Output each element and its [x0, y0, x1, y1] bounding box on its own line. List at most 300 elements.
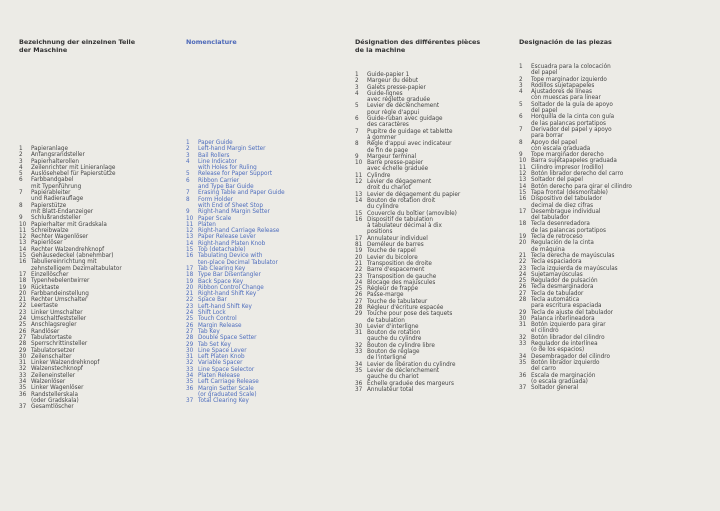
item-number: 18: [519, 221, 527, 228]
item-label: à tabulateur décimal à dix: [367, 223, 442, 230]
item-label: Top (detachable): [198, 247, 246, 254]
item-label: Left-hand Margin Setter: [198, 146, 266, 153]
item-number: 34: [355, 361, 363, 368]
item-label: Cilindro impresor (rodillo): [531, 164, 604, 171]
item-label: Tecla de tabulador: [531, 290, 584, 297]
item-number: 33: [519, 341, 527, 348]
item-label: Total Clearing Key: [198, 398, 249, 405]
item-label: Paper Guide: [198, 140, 233, 146]
item-number: 21: [355, 260, 363, 267]
item-number: 27: [355, 298, 363, 305]
item-number: 25: [186, 316, 194, 323]
item-number: 27: [19, 334, 27, 341]
item-number: 81: [355, 242, 363, 249]
item-number: 19: [355, 248, 363, 255]
item-label: Derivador del papel y apoyo: [531, 126, 612, 133]
item-label: Rechter Walzendrehknopf: [31, 246, 105, 253]
item-label: Typenhebelentwirrer: [31, 278, 90, 285]
item-label: Touche pour pose des taquets: [367, 311, 453, 318]
item-number: 5: [355, 103, 359, 110]
english-heading: Nomenclature: [186, 38, 237, 46]
item-number: 27: [186, 328, 194, 335]
item-number: 36: [355, 380, 363, 387]
item-number: 23: [519, 265, 527, 272]
item-label: del papel: [531, 70, 558, 77]
item-label: Tecla derecha de mayúsculas: [531, 252, 615, 259]
item-number: 18: [186, 272, 194, 279]
list-item: [19, 404, 122, 410]
item-number: 30: [355, 323, 363, 330]
item-label: Type Bar Disentangler: [198, 272, 261, 279]
item-number: 9: [19, 215, 23, 222]
item-label: Rechter Wagenlöser: [31, 234, 89, 241]
item-number: 25: [519, 278, 527, 285]
item-label: avec échelle graduée: [367, 166, 429, 173]
item-label: Escala de marginación: [531, 372, 596, 379]
item-label: Régleur d'écriture espacée: [367, 304, 444, 311]
item-number: 16: [186, 253, 194, 260]
item-label: Dispositivo del tabulador: [531, 196, 602, 203]
item-number: 9: [186, 209, 190, 216]
item-label: Guide-ruban avec guidage: [367, 116, 443, 123]
item-label: Escuadra para la colocación: [531, 64, 611, 70]
item-number: 32: [186, 360, 194, 367]
item-label: de máquina: [531, 246, 565, 253]
item-label: positions: [367, 229, 393, 236]
item-number: 15: [519, 189, 527, 196]
item-number: 23: [19, 309, 27, 316]
item-label: mit Typenführung: [31, 183, 82, 190]
item-number: 34: [519, 353, 527, 360]
item-label: Margin Setter Scale: [198, 385, 254, 392]
item-number: 29: [186, 341, 194, 348]
item-number: 9: [519, 152, 523, 159]
item-label: Tapa frontal (desmontable): [531, 189, 608, 196]
item-label: Space Bar: [198, 297, 227, 304]
item-number: 35: [186, 379, 194, 386]
item-number: 1: [355, 72, 359, 78]
item-number: 29: [519, 309, 527, 316]
item-label: Farbbandgabel: [31, 177, 74, 184]
spanish-heading: Designación de las piezas: [519, 38, 612, 46]
item-number: 36: [19, 391, 27, 398]
item-label: Papierhalterollen: [31, 158, 79, 165]
item-label: droit du chariot: [367, 185, 411, 192]
item-number: 33: [355, 349, 363, 356]
item-label: Walzenstechknopf: [31, 366, 83, 373]
item-label: Right-hand Shift Key: [198, 291, 257, 298]
item-label: Left Platen Knob: [198, 354, 245, 361]
item-label: de las palancas portatipos: [531, 227, 606, 234]
item-label: Touche de rappel: [367, 248, 416, 255]
item-label: Paper Scale: [198, 215, 232, 222]
item-number: 4: [186, 158, 190, 165]
item-label: Levier de libération du cylindre: [367, 361, 456, 368]
item-number: 19: [186, 278, 194, 285]
item-number: 26: [186, 322, 194, 329]
english-column: [186, 38, 344, 405]
item-label: Rücktaste: [31, 284, 60, 291]
item-number: 7: [19, 190, 23, 197]
item-label: Bail Rollers: [198, 152, 230, 159]
item-label: (or graduated Scale): [198, 391, 257, 398]
item-number: 12: [355, 179, 363, 186]
item-number: 26: [519, 284, 527, 291]
item-label: Botón librador derecho del carro: [531, 171, 624, 178]
item-label: el cilindro: [531, 328, 559, 335]
item-label: Leertaste: [31, 303, 58, 310]
item-label: Barre presse-papier: [367, 160, 424, 167]
item-number: 20: [355, 254, 363, 261]
spanish-column: [519, 38, 694, 392]
item-number: 3: [19, 158, 23, 165]
item-label: Guide-lignes: [367, 90, 403, 97]
item-number: 37: [19, 404, 27, 411]
item-number: 23: [355, 273, 363, 280]
item-label: Transposition de droite: [367, 260, 432, 267]
item-number: 1: [519, 64, 523, 70]
item-number: 10: [19, 221, 27, 228]
item-number: 13: [19, 240, 27, 247]
item-label: Tecla izquierda de mayúsculas: [531, 265, 618, 272]
item-label: Line Space Lever: [198, 347, 247, 354]
spanish-parts-list: [519, 64, 632, 391]
item-label: Auslösehebel für Papierstütze: [31, 171, 116, 178]
item-number: 29: [19, 347, 27, 354]
item-label: Tabuliereinrichtung mit: [31, 259, 97, 266]
item-number: 31: [519, 322, 527, 329]
english-parts-list: [186, 140, 285, 404]
item-label: (oder Gradskala): [31, 397, 79, 404]
item-label: Bouton de réglage: [367, 349, 420, 356]
item-label: Tecla automática: [531, 296, 580, 303]
item-number: 37: [186, 398, 194, 405]
item-label: Guide-papier 1: [367, 72, 410, 78]
item-label: Botón izquierdo para girar: [531, 322, 606, 329]
item-number: 10: [355, 160, 363, 167]
item-number: 19: [19, 284, 27, 291]
item-number: 35: [519, 359, 527, 366]
item-number: 1: [186, 140, 190, 146]
item-number: 32: [355, 342, 363, 349]
item-number: 8: [186, 196, 190, 203]
item-label: Botón derecho para girar el cilindro: [531, 183, 632, 190]
item-label: Double Space Setter: [198, 335, 257, 342]
item-number: 25: [19, 322, 27, 329]
item-label: Tope marginador derecho: [531, 152, 604, 159]
item-label: ten-place Decimal Tabulator: [198, 259, 278, 266]
item-label: Soltador general: [531, 385, 579, 392]
item-label: Margeur terminal: [367, 153, 417, 160]
item-label: Rechter Umschalter: [31, 297, 88, 304]
item-label: Tab Key: [198, 328, 220, 335]
item-number: 37: [355, 386, 363, 393]
list-item: [519, 385, 632, 391]
item-number: 35: [355, 367, 363, 374]
item-number: 3: [186, 152, 190, 159]
item-label: para borrar: [531, 133, 564, 140]
item-number: 27: [519, 290, 527, 297]
item-label: Botón librador izquierdo: [531, 359, 600, 366]
item-label: Einzellöscher: [31, 271, 69, 278]
item-number: 26: [355, 292, 363, 299]
item-number: 2: [355, 78, 359, 85]
item-number: 14: [19, 246, 27, 253]
item-number: 19: [519, 234, 527, 241]
item-label: Right-hand Platen Knob: [198, 240, 266, 247]
item-label: Blocage des majuscules: [367, 279, 436, 286]
item-label: Levier d'interligne: [367, 323, 419, 330]
item-label: Horquilla de la cinta con guía: [531, 114, 615, 121]
item-label: Échelle graduée des margeurs: [367, 380, 454, 387]
french-heading: Désignation des différentes pièces de la machine: [355, 38, 481, 54]
item-label: Umschaltfeststeller: [31, 316, 87, 323]
item-label: con muescas para linear: [531, 95, 601, 102]
item-number: 24: [519, 271, 527, 278]
item-label: Form Holder: [198, 196, 233, 203]
item-label: Regulación de la cinta: [531, 240, 594, 247]
item-label: Linker Walzendrehknopf: [31, 360, 100, 367]
item-number: 18: [19, 278, 27, 285]
item-number: 17: [519, 208, 527, 215]
item-label: Tecla desmarginadora: [531, 284, 594, 291]
item-label: Barra sujetapapeles graduada: [531, 158, 617, 165]
item-label: avec réglette graduée: [367, 97, 431, 104]
item-label: Desembragador del cilindro: [531, 353, 610, 360]
item-label: para escritura espaciada: [531, 303, 602, 310]
item-label: Left-hand Shift Key: [198, 303, 252, 310]
item-number: 7: [186, 190, 190, 197]
item-label: Papierlöser: [31, 240, 63, 247]
german-column: [19, 38, 179, 411]
item-label: de l'interligne: [367, 355, 407, 362]
item-label: de fin de page: [367, 147, 409, 154]
item-number: 23: [186, 303, 194, 310]
item-label: Margeur du début: [367, 78, 419, 85]
item-label: Zeilenschalter: [31, 353, 72, 360]
item-number: 13: [186, 234, 194, 241]
item-label: Tabulatorsetzer: [31, 347, 75, 354]
item-label: Ribbon Control Change: [198, 284, 264, 291]
item-number: 14: [519, 183, 527, 190]
item-label: Soltador de la guía de apoyo: [531, 101, 613, 108]
item-label: Tabulating Device with: [198, 253, 263, 260]
french-column: [355, 38, 513, 393]
item-label: Randlöser: [31, 328, 60, 335]
item-number: 2: [519, 76, 523, 83]
item-number: 28: [355, 304, 363, 311]
item-label: Randstellerskala: [31, 391, 78, 398]
item-label: (o de los espacios): [531, 347, 585, 354]
item-label: Rodillos sujetapapeles: [531, 82, 595, 89]
german-heading: Bezeichnung der einzelnen Teile der Maschine: [19, 38, 136, 54]
item-number: 2: [19, 152, 23, 159]
item-number: 22: [519, 259, 527, 266]
item-label: Schreibwalze: [31, 227, 69, 234]
item-number: 25: [355, 286, 363, 293]
item-label: decimal de diez cifras: [531, 202, 594, 209]
item-label: Sperrschrittinsteller: [31, 341, 88, 348]
item-label: Zeileneinsteller: [31, 372, 76, 379]
item-label: Line Space Selector: [198, 366, 255, 373]
item-label: Couvercle du boîtier (amovible): [367, 210, 457, 217]
item-number: 31: [355, 330, 363, 337]
item-label: Linker Wagenlöser: [31, 385, 84, 392]
item-label: Sujetamayúsculas: [531, 271, 583, 278]
item-label: Gehäusedeckel (abnehmbar): [31, 253, 114, 260]
item-label: Levier de dégagement du papier: [367, 191, 461, 198]
item-number: 4: [19, 164, 23, 171]
item-number: 32: [19, 366, 27, 373]
item-label: Zeilenrichter mit Linieranlage: [31, 164, 116, 171]
item-label: à gommer: [367, 134, 397, 141]
item-label: Schlußrandsteller: [31, 215, 81, 222]
item-label: Farbbandeinstellung: [31, 290, 89, 297]
item-number: 33: [19, 372, 27, 379]
item-number: 36: [519, 372, 527, 379]
item-number: 26: [19, 328, 27, 335]
item-number: 11: [186, 221, 194, 228]
item-label: Cylindre: [367, 172, 391, 179]
item-label: de tabulation: [367, 317, 405, 324]
item-number: 15: [186, 247, 194, 254]
item-label: des caractères: [367, 122, 409, 129]
item-label: Ajustadores de líneas: [531, 89, 592, 96]
item-number: 1: [19, 146, 23, 152]
item-number: 5: [19, 171, 23, 178]
item-number: 13: [519, 177, 527, 184]
item-number: 3: [355, 84, 359, 91]
item-label: Linker Umschalter: [31, 309, 83, 316]
item-label: gauche du cylindre: [367, 336, 422, 343]
item-label: gauche du chariot: [367, 374, 419, 381]
item-label: Desembrague individual: [531, 208, 601, 215]
item-number: 35: [19, 385, 27, 392]
item-label: Apoyo del papel: [531, 139, 577, 146]
item-label: with End of Sheet Stop: [198, 202, 263, 209]
item-number: 33: [186, 366, 194, 373]
item-label: and Type Bar Guide: [198, 184, 254, 191]
item-label: Levier de dégagement: [367, 179, 432, 186]
item-number: 9: [355, 153, 359, 160]
item-number: 6: [19, 177, 23, 184]
item-number: 16: [19, 259, 27, 266]
item-number: 11: [19, 227, 27, 234]
item-number: 12: [519, 171, 527, 178]
item-number: 16: [355, 216, 363, 223]
item-label: Platen: [198, 221, 216, 228]
item-label: Variable Spacer: [198, 360, 243, 367]
item-label: del tabulador: [531, 215, 569, 222]
item-number: 28: [519, 296, 527, 303]
item-label: Botón librador del cilindro: [531, 334, 605, 341]
item-number: 34: [186, 372, 194, 379]
item-number: 15: [19, 253, 27, 260]
item-number: 22: [186, 297, 194, 304]
item-number: 31: [19, 360, 27, 367]
item-number: 28: [186, 335, 194, 342]
item-number: 12: [186, 228, 194, 235]
item-number: 15: [355, 210, 363, 217]
item-label: Levier du bicolore: [367, 254, 418, 261]
list-item: [186, 398, 285, 404]
item-label: Tecla de ajuste del tabulador: [531, 309, 614, 316]
item-number: 13: [355, 191, 363, 198]
list-item: [355, 387, 460, 393]
item-number: 24: [19, 316, 27, 323]
item-label: Levier de déclenchement: [367, 103, 440, 110]
item-label: Bouton de rotation: [367, 330, 421, 337]
item-label: Anfangsrandsteller: [31, 152, 85, 159]
item-number: 31: [186, 354, 194, 361]
item-label: Régleur de frappe: [367, 286, 419, 293]
item-label: Bouton de cylindre libre: [367, 342, 435, 349]
item-label: Papieranlage: [31, 146, 68, 152]
item-label: Dispositif de tabulation: [367, 216, 433, 223]
item-label: Palanca interlineadora: [531, 315, 595, 322]
item-number: 14: [186, 240, 194, 247]
item-number: 7: [519, 126, 523, 133]
item-label: Anschlagsregler: [31, 322, 77, 329]
item-label: und Radierauflage: [31, 196, 84, 203]
item-number: 14: [355, 197, 363, 204]
item-number: 36: [186, 385, 194, 392]
item-number: 21: [19, 297, 27, 304]
german-parts-list: [19, 146, 122, 410]
item-label: Papierableiter: [31, 190, 71, 197]
item-number: 5: [186, 171, 190, 178]
item-label: Tecla desenredadora: [531, 221, 590, 228]
item-number: 11: [519, 164, 527, 171]
item-label: Règle d'appui avec indicateur: [367, 141, 452, 148]
item-label: Annulateur total: [367, 386, 414, 393]
item-number: 20: [186, 284, 194, 291]
item-number: 21: [519, 252, 527, 259]
item-label: Tecla de retroceso: [531, 234, 583, 241]
item-label: zehnstelligem Dezimaltabulator: [31, 265, 122, 272]
item-number: 4: [519, 89, 523, 96]
item-number: 6: [519, 114, 523, 121]
item-number: 17: [355, 235, 363, 242]
item-label: with Holes for Ruling: [198, 165, 257, 172]
item-label: Line Indicator: [198, 158, 237, 165]
item-number: 11: [355, 172, 363, 179]
item-number: 4: [355, 90, 359, 97]
item-number: 34: [19, 378, 27, 385]
item-number: 37: [519, 385, 527, 392]
item-label: con escala graduada: [531, 145, 591, 152]
item-number: 30: [19, 353, 27, 360]
item-label: Tab Set Key: [198, 341, 231, 348]
item-label: Shift Lock: [198, 310, 226, 317]
item-number: 6: [186, 177, 190, 184]
item-label: Tabulatortaste: [31, 334, 72, 341]
item-label: Paper Release Lever: [198, 234, 256, 241]
item-number: 17: [186, 265, 194, 272]
item-label: Back Space Key: [198, 278, 244, 285]
item-label: Tope marginador izquierdo: [531, 76, 607, 83]
item-label: del carro: [531, 366, 557, 373]
item-label: Deméleur de barres: [367, 242, 424, 249]
item-number: 8: [19, 202, 23, 209]
item-label: Right-hand Margin Setter: [198, 209, 270, 216]
item-label: Ribbon Carrier: [198, 177, 240, 184]
item-label: Walzenlöser: [31, 378, 66, 385]
item-label: Right-hand Carriage Release: [198, 228, 280, 235]
item-label: du cylindre: [367, 204, 399, 211]
item-number: 3: [519, 82, 523, 89]
item-number: 10: [186, 215, 194, 222]
